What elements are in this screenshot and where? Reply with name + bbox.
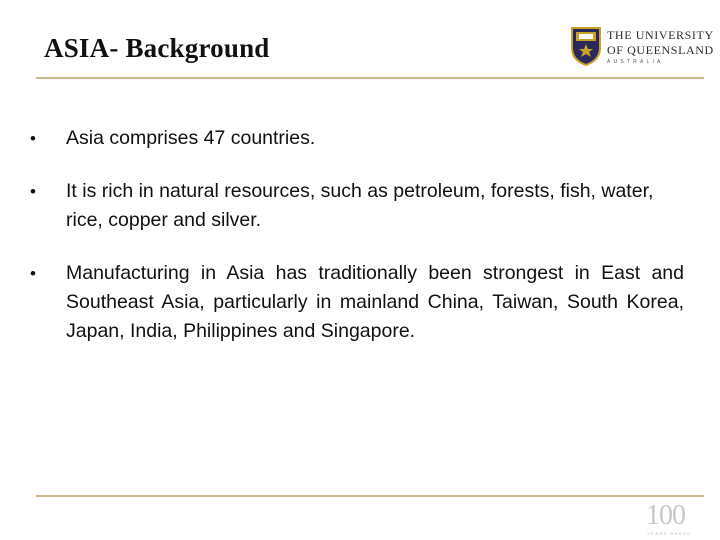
header-divider [36,77,704,79]
bullet-text: Manufacturing in Asia has traditionally been strongest in East and Southeast Asia, particularly in mainland China, Taiwan, South Korea, Japan, India, Philippines and Singapore. [66,262,684,342]
bullet-text: Asia comprises 47 countries. [66,127,316,149]
university-crest-icon [570,26,602,66]
bullet-item [30,177,684,235]
logo-text-line1: THE UNIVERSITY [607,28,714,42]
logo-text-line2: OF QUEENSLAND [607,43,714,57]
bullet-marker: • [30,182,36,201]
bullet-item [30,124,684,153]
bullet-text: It is rich in natural resources, such as petroleum, forests, fish, water, rice, copper and silver. [66,180,654,231]
logo-text-country: AUSTRALIA [607,59,664,65]
footer-divider [36,495,704,497]
centenary-number: 100 [646,500,685,531]
bullet-marker: • [30,129,36,148]
centenary-mark [646,502,696,538]
bullet-item [30,259,684,346]
centenary-subtext: YEARS AHEAD [647,531,692,536]
university-logo [570,26,714,70]
bullet-list [30,124,684,370]
bullet-marker: • [30,264,36,283]
slide-title: ASIA- Background [44,33,270,63]
